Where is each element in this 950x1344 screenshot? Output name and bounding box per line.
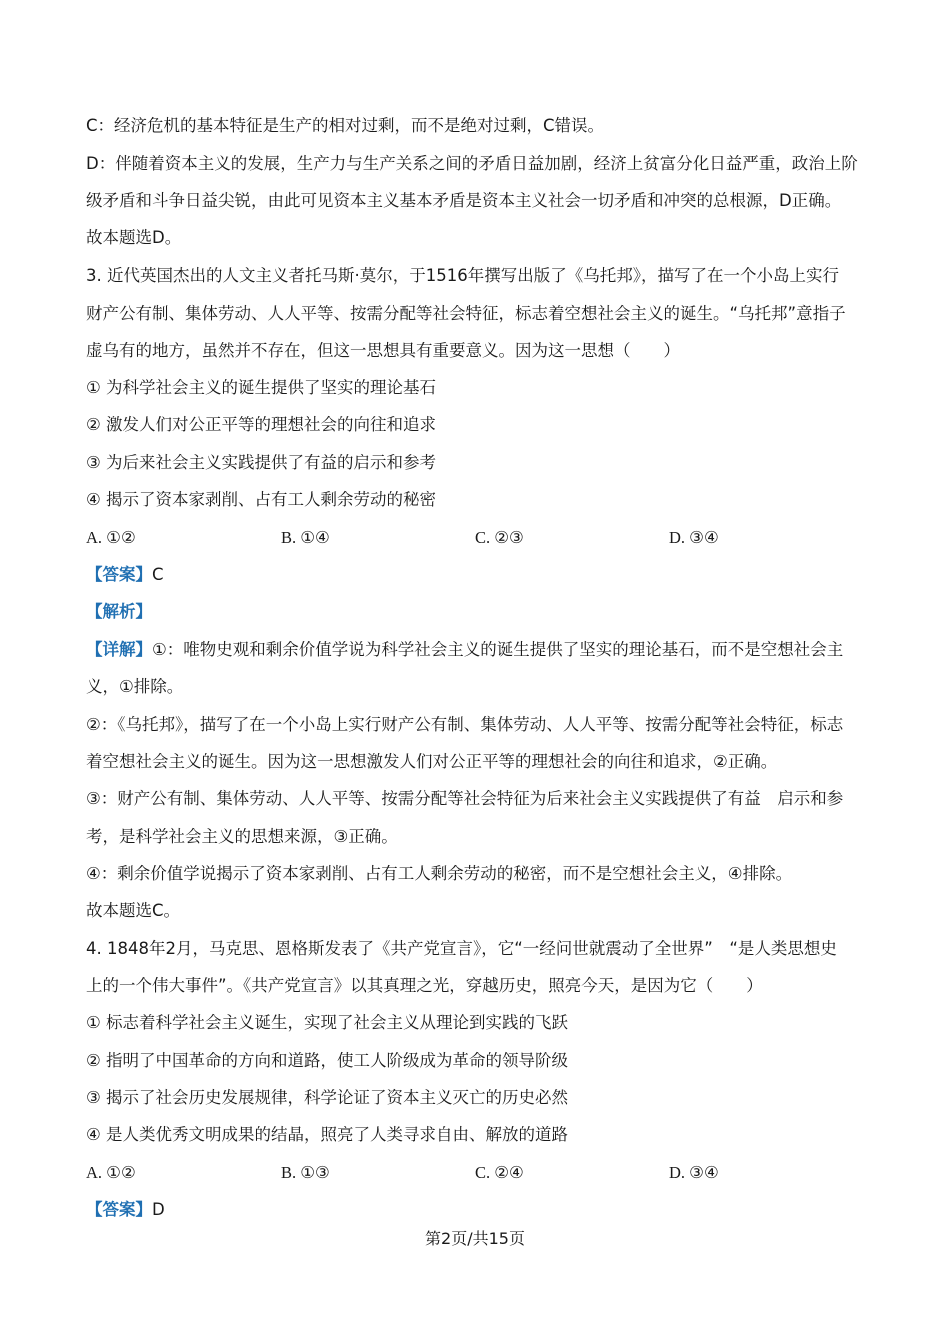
analysis-tag: 【解析】 — [86, 602, 152, 621]
question-3-stem: 虚乌有的地方，虽然并不存在，但这一思想具有重要意义。因为这一思想（ ） — [86, 341, 680, 360]
option-d: D. ③④ — [669, 528, 719, 547]
option-d: D. ③④ — [669, 1163, 719, 1182]
text-line: 故本题选D。 — [86, 228, 182, 247]
detail-tag: 【详解】 — [86, 640, 152, 659]
question-4-options — [86, 1162, 876, 1184]
option-a: A. ①② — [86, 528, 136, 547]
text-line: D：伴随着资本主义的发展，生产力与生产关系之间的矛盾日益加剧，经济上贫富分化日益严重，政治上阶 — [86, 154, 858, 173]
option-c: C. ②④ — [475, 1163, 524, 1182]
answer-line — [86, 564, 876, 586]
answer-value: C — [152, 565, 164, 584]
answer-tag: 【答案】 — [86, 1200, 152, 1219]
detail-text: ①：唯物史观和剩余价值学说为科学社会主义的诞生提供了坚实的理论基石，而不是空想社会主 — [152, 640, 844, 659]
statement-item: ① 标志着科学社会主义诞生，实现了社会主义从理论到实践的飞跃 — [86, 1013, 569, 1032]
answer-line — [86, 1199, 876, 1221]
text-line: C：经济危机的基本特征是生产的相对过剩，而不是绝对过剩，C错误。 — [86, 116, 605, 135]
statement-item: ② 指明了中国革命的方向和道路，使工人阶级成为革命的领导阶级 — [86, 1051, 569, 1070]
question-4-stem: 上的一个伟大事件”。《共产党宣言》以其真理之光，穿越历史，照亮今天，是因为它（ ） — [86, 976, 763, 995]
statement-item: ② 激发人们对公正平等的理想社会的向往和追求 — [86, 415, 437, 434]
text-line: 级矛盾和斗争日益尖锐，由此可见资本主义基本矛盾是资本主义社会一切矛盾和冲突的总根源，D正确。 — [86, 191, 842, 210]
statement-item: ④ 是人类优秀文明成果的结晶，照亮了人类寻求自由、解放的道路 — [86, 1125, 569, 1144]
analysis-line — [86, 601, 876, 623]
question-3-options — [86, 527, 876, 549]
answer-value: D — [152, 1200, 165, 1219]
page-footer: 第2页/共15页 — [425, 1229, 525, 1248]
option-c: C. ②③ — [475, 528, 524, 547]
question-3-stem: 财产公有制、集体劳动、人人平等、按需分配等社会特征，标志着空想社会主义的诞生。“乌托邦”意指子 — [86, 304, 846, 323]
statement-item: ③ 为后来社会主义实践提供了有益的启示和参考 — [86, 453, 437, 472]
detail-text: ④：剩余价值学说揭示了资本家剥削、占有工人剩余劳动的秘密，而不是空想社会主义，④排除。 — [86, 864, 793, 883]
detail-text: 故本题选C。 — [86, 901, 181, 920]
detail-text: 考，是科学社会主义的思想来源，③正确。 — [86, 827, 398, 846]
detail-text: ③：财产公有制、集体劳动、人人平等、按需分配等社会特征为后来社会主义实践提供了有益 启示和参 — [86, 789, 844, 808]
option-b: B. ①④ — [281, 528, 330, 547]
detail-text: 着空想社会主义的诞生。因为这一思想激发人们对公正平等的理想社会的向往和追求，②正确。 — [86, 752, 778, 771]
option-a: A. ①② — [86, 1163, 136, 1182]
detail-text: ②：《乌托邦》，描写了在一个小岛上实行财产公有制、集体劳动、人人平等、按需分配等社会特征，标志 — [86, 715, 844, 734]
statement-item: ③ 揭示了社会历史发展规律，科学论证了资本主义灭亡的历史必然 — [86, 1088, 569, 1107]
option-b: B. ①③ — [281, 1163, 330, 1182]
statement-item: ① 为科学社会主义的诞生提供了坚实的理论基石 — [86, 378, 437, 397]
detail-line — [86, 639, 876, 661]
statement-item: ④ 揭示了资本家剥削、占有工人剩余劳动的秘密 — [86, 490, 437, 509]
question-4-stem: 4. 1848年2月，马克思、恩格斯发表了《共产党宣言》，它“一经问世就震动了全世界” “是人类思想史 — [86, 939, 837, 958]
detail-text: 义，①排除。 — [86, 677, 184, 696]
question-3-stem: 3. 近代英国杰出的人文主义者托马斯·莫尔，于1516年撰写出版了《乌托邦》，描写了在一个小岛上实行 — [86, 266, 839, 285]
answer-tag: 【答案】 — [86, 565, 152, 584]
